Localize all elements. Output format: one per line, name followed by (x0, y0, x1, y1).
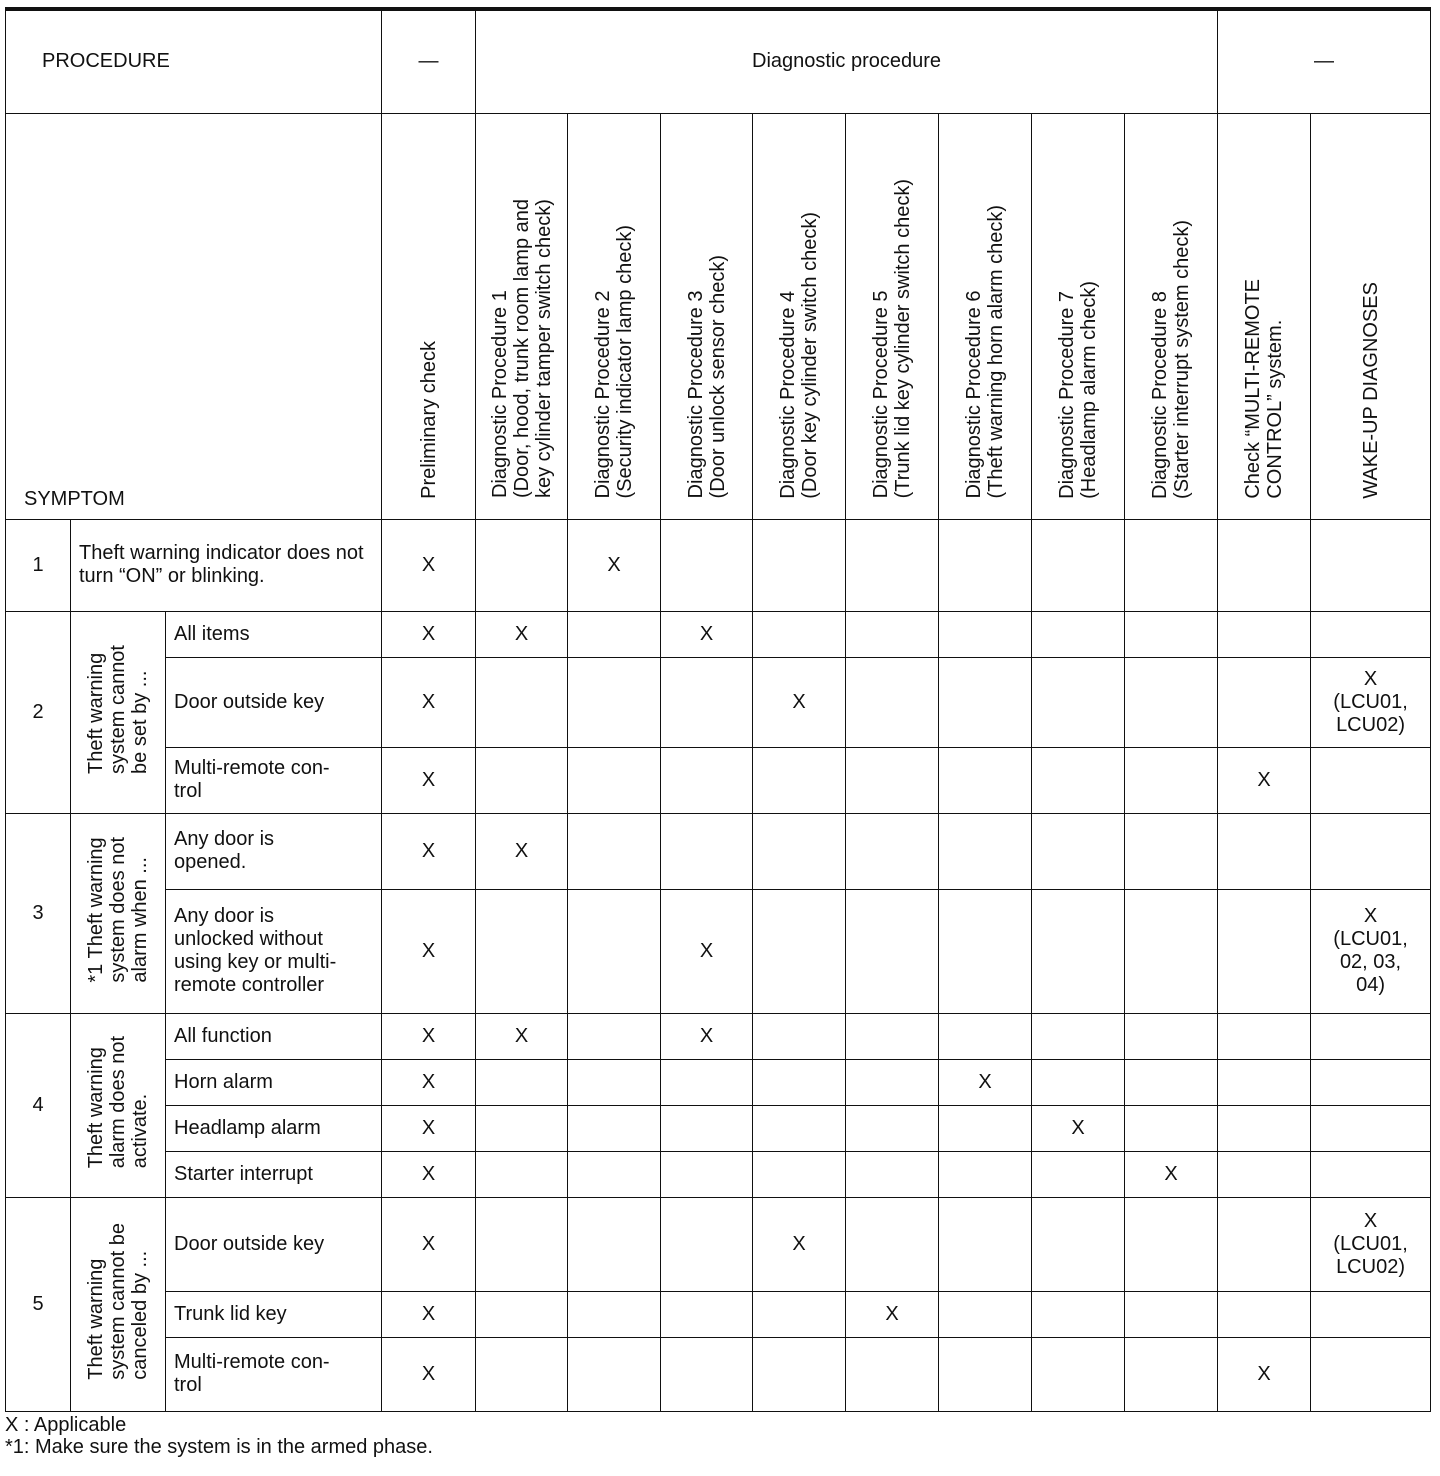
column-header-2 (476, 113, 568, 519)
check-cell (1125, 1197, 1218, 1291)
check-cell (476, 1197, 568, 1291)
column-header-10 (1218, 113, 1311, 519)
check-cell (1218, 1105, 1311, 1151)
check-cell (661, 1151, 753, 1197)
symptom-number: 1 (6, 519, 71, 611)
check-cell (846, 1151, 939, 1197)
check-cell (1032, 1337, 1125, 1411)
column-header-text: Diagnostic Procedure 4 (Door key cylinder switch check) (777, 211, 822, 499)
check-cell (753, 1105, 846, 1151)
check-cell: X (382, 1105, 476, 1151)
check-cell (1032, 1197, 1125, 1291)
footnote-applicable: X : Applicable (5, 1413, 127, 1436)
column-header-text: Diagnostic Procedure 8 (Starter interrupt system check) (1149, 219, 1194, 499)
check-cell (939, 1105, 1032, 1151)
check-cell (846, 1197, 939, 1291)
column-header-6 (846, 113, 939, 519)
check-cell (476, 657, 568, 747)
footnote-armed-phase: *1: Make sure the system is in the armed phase. (5, 1435, 433, 1458)
column-header-9 (1125, 113, 1218, 519)
column-header-text: WAKE-UP DIAGNOSES (1359, 281, 1382, 499)
check-cell (1032, 1059, 1125, 1105)
wake-up-cell: X (LCU01, LCU02) (1311, 1197, 1431, 1291)
check-cell: X (382, 1197, 476, 1291)
footnotes (5, 1414, 1425, 1458)
wake-up-cell (1311, 1013, 1431, 1059)
check-cell (568, 1013, 661, 1059)
check-cell: X (476, 813, 568, 889)
check-cell (568, 1291, 661, 1337)
symptom-item: Multi-remote con- trol (166, 747, 382, 813)
column-header-1 (382, 113, 476, 519)
check-cell: X (382, 889, 476, 1013)
check-cell (1032, 519, 1125, 611)
check-cell: X (382, 747, 476, 813)
column-header-text: Diagnostic Procedure 6 (Theft warning horn alarm check) (963, 205, 1008, 499)
check-cell (661, 657, 753, 747)
symptom-item: Multi-remote con- trol (166, 1337, 382, 1411)
check-cell (1218, 657, 1311, 747)
check-cell (1032, 1013, 1125, 1059)
column-header-3 (568, 113, 661, 519)
check-cell (846, 1105, 939, 1151)
symptom-number: 5 (6, 1197, 71, 1411)
wake-up-cell (1311, 1151, 1431, 1197)
check-cell (939, 657, 1032, 747)
wake-up-cell (1311, 1105, 1431, 1151)
symptom-group-text: Theft warning system cannot be canceled by ... (85, 1222, 151, 1380)
table-row (6, 1197, 1431, 1291)
table-row (6, 1013, 1431, 1059)
symptom-label: SYMPTOM (6, 113, 382, 519)
wake-up-cell: X (LCU01, LCU02) (1311, 657, 1431, 747)
wake-up-cell (1311, 813, 1431, 889)
check-cell (476, 1105, 568, 1151)
symptom-number: 3 (6, 813, 71, 1013)
symptom-item: All function (166, 1013, 382, 1059)
column-header-8 (1032, 113, 1125, 519)
check-cell (568, 1197, 661, 1291)
check-cell (939, 611, 1032, 657)
table-row (6, 1151, 1431, 1197)
check-cell: X (382, 1151, 476, 1197)
check-cell (939, 1291, 1032, 1337)
table-row (6, 813, 1431, 889)
symptom-item: Any door is unlocked without using key or multi- remote controller (166, 889, 382, 1013)
check-cell (661, 1337, 753, 1411)
symptom-group-label (71, 1197, 166, 1411)
symptom-group-text: Theft warning system cannot be set by ... (85, 644, 151, 774)
symptom-item: Trunk lid key (166, 1291, 382, 1337)
check-cell (753, 611, 846, 657)
check-cell: X (382, 1013, 476, 1059)
check-cell (846, 657, 939, 747)
check-cell (939, 889, 1032, 1013)
symptom-item: Any door is opened. (166, 813, 382, 889)
check-cell (753, 1013, 846, 1059)
check-cell (568, 747, 661, 813)
check-cell (568, 657, 661, 747)
check-cell (1125, 657, 1218, 747)
symptom-number: 2 (6, 611, 71, 813)
check-cell (846, 1337, 939, 1411)
column-header-text: Diagnostic Procedure 7 (Headlamp alarm check) (1056, 280, 1101, 499)
check-cell (1218, 1059, 1311, 1105)
check-cell (1218, 519, 1311, 611)
check-cell (939, 1197, 1032, 1291)
table-row (6, 747, 1431, 813)
symptom-group-label (71, 611, 166, 813)
check-cell: X (846, 1291, 939, 1337)
check-cell: X (568, 519, 661, 611)
table-row (6, 1291, 1431, 1337)
check-cell (1032, 889, 1125, 1013)
check-cell (939, 813, 1032, 889)
column-header-text: Diagnostic Procedure 1 (Door, hood, trunk room lamp and key cylinder tamper switch check) (488, 199, 555, 499)
wake-up-cell (1311, 1337, 1431, 1411)
check-cell (846, 889, 939, 1013)
symptom-group-text: *1 Theft warning system does not alarm when ... (85, 837, 151, 983)
check-cell: X (661, 611, 753, 657)
table-row (6, 657, 1431, 747)
check-cell (568, 1105, 661, 1151)
check-cell (939, 1337, 1032, 1411)
check-cell: X (939, 1059, 1032, 1105)
check-cell (939, 519, 1032, 611)
table-row (6, 1337, 1431, 1411)
check-cell (1032, 747, 1125, 813)
table-row (6, 1059, 1431, 1105)
check-cell (661, 1059, 753, 1105)
check-cell: X (1125, 1151, 1218, 1197)
check-cell (1125, 1291, 1218, 1337)
check-cell: X (476, 611, 568, 657)
check-cell (568, 1059, 661, 1105)
check-cell: X (1218, 747, 1311, 813)
diagnostic-table (5, 7, 1431, 1412)
check-cell: X (1032, 1105, 1125, 1151)
check-cell (568, 889, 661, 1013)
check-cell (661, 813, 753, 889)
check-cell (1218, 1151, 1311, 1197)
check-cell (846, 747, 939, 813)
check-cell (846, 813, 939, 889)
check-cell (568, 813, 661, 889)
symptom-item: All items (166, 611, 382, 657)
check-cell (1218, 889, 1311, 1013)
symptom-number: 4 (6, 1013, 71, 1197)
check-cell (1218, 813, 1311, 889)
check-cell: X (661, 1013, 753, 1059)
check-cell: X (382, 1337, 476, 1411)
check-cell: X (1218, 1337, 1311, 1411)
check-cell: X (661, 889, 753, 1013)
check-cell (1125, 747, 1218, 813)
procedure-label: PROCEDURE (6, 9, 382, 113)
check-cell (1125, 889, 1218, 1013)
check-cell (753, 1059, 846, 1105)
check-cell (568, 1151, 661, 1197)
symptom-description: Theft warning indicator does not turn “ON” or blinking. (71, 519, 382, 611)
column-header-text: Diagnostic Procedure 3 (Door unlock sensor check) (684, 255, 729, 499)
check-cell: X (753, 1197, 846, 1291)
check-cell (1125, 1013, 1218, 1059)
check-cell (753, 747, 846, 813)
check-cell (476, 1291, 568, 1337)
check-cell: X (476, 1013, 568, 1059)
column-header-text: Preliminary check (417, 340, 440, 499)
column-header-5 (753, 113, 846, 519)
check-cell (753, 889, 846, 1013)
check-cell (846, 1013, 939, 1059)
check-cell (1032, 1151, 1125, 1197)
symptom-item: Headlamp alarm (166, 1105, 382, 1151)
table-row (6, 519, 1431, 611)
check-cell (846, 611, 939, 657)
wake-up-cell (1311, 1291, 1431, 1337)
check-cell (568, 1337, 661, 1411)
check-cell (753, 519, 846, 611)
column-header-text: Check “MULTI-REMOTE CONTROL” system. (1242, 278, 1287, 499)
check-cell (1218, 1013, 1311, 1059)
column-header-7 (939, 113, 1032, 519)
check-cell (1125, 611, 1218, 657)
check-cell (1218, 611, 1311, 657)
check-cell (753, 813, 846, 889)
symptom-chart (5, 7, 1425, 1458)
check-cell (1125, 1105, 1218, 1151)
table-row (6, 611, 1431, 657)
check-cell: X (382, 813, 476, 889)
check-cell (476, 889, 568, 1013)
check-cell (1218, 1197, 1311, 1291)
check-cell (939, 1151, 1032, 1197)
wake-up-cell: X (LCU01, 02, 03, 04) (1311, 889, 1431, 1013)
column-header-11 (1311, 113, 1431, 519)
check-cell: X (753, 657, 846, 747)
check-cell (939, 1013, 1032, 1059)
preliminary-dash: — (382, 9, 476, 113)
check-cell: X (382, 657, 476, 747)
check-cell (939, 747, 1032, 813)
check-cell (1125, 813, 1218, 889)
check-cell (476, 1151, 568, 1197)
check-cell (476, 519, 568, 611)
check-cell (661, 1105, 753, 1151)
check-cell: X (382, 519, 476, 611)
wake-up-cell (1311, 747, 1431, 813)
check-cell (661, 1291, 753, 1337)
column-header-text: Diagnostic Procedure 2 (Security indicator lamp check) (592, 225, 637, 499)
other-dash: — (1218, 9, 1431, 113)
check-cell (476, 1059, 568, 1105)
column-header-text: Diagnostic Procedure 5 (Trunk lid key cylinder switch check) (870, 179, 915, 499)
check-cell (846, 1059, 939, 1105)
symptom-item: Starter interrupt (166, 1151, 382, 1197)
wake-up-cell (1311, 519, 1431, 611)
check-cell (1032, 813, 1125, 889)
check-cell (1125, 1059, 1218, 1105)
check-cell (846, 519, 939, 611)
symptom-group-label (71, 813, 166, 1013)
symptom-item: Door outside key (166, 657, 382, 747)
check-cell (661, 1197, 753, 1291)
symptom-item: Horn alarm (166, 1059, 382, 1105)
check-cell (1032, 657, 1125, 747)
check-cell: X (382, 1059, 476, 1105)
check-cell (1125, 519, 1218, 611)
check-cell (568, 611, 661, 657)
check-cell (1032, 611, 1125, 657)
check-cell (476, 1337, 568, 1411)
diagnostic-procedure-header: Diagnostic procedure (476, 9, 1218, 113)
check-cell (661, 519, 753, 611)
check-cell (753, 1291, 846, 1337)
wake-up-cell (1311, 1059, 1431, 1105)
check-cell (1218, 1291, 1311, 1337)
symptom-group-label (71, 1013, 166, 1197)
check-cell: X (382, 1291, 476, 1337)
check-cell (1125, 1337, 1218, 1411)
check-cell (753, 1337, 846, 1411)
check-cell (661, 747, 753, 813)
table-row (6, 889, 1431, 1013)
symptom-group-text: Theft warning alarm does not activate. (85, 1035, 151, 1169)
check-cell (753, 1151, 846, 1197)
symptom-item: Door outside key (166, 1197, 382, 1291)
check-cell (1032, 1291, 1125, 1337)
column-header-4 (661, 113, 753, 519)
wake-up-cell (1311, 611, 1431, 657)
table-row (6, 1105, 1431, 1151)
check-cell: X (382, 611, 476, 657)
check-cell (476, 747, 568, 813)
